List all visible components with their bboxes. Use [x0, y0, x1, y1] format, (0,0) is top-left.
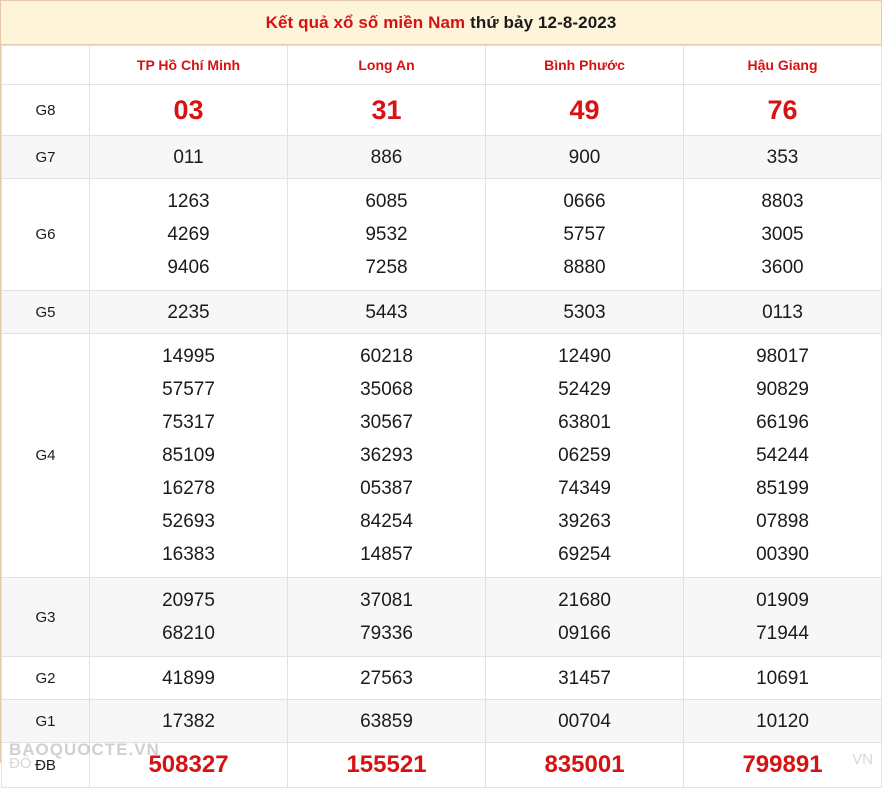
- result-cell: [288, 291, 486, 334]
- table-row: [2, 85, 882, 136]
- result-number: 52429: [558, 379, 611, 400]
- table-row: [2, 657, 882, 700]
- result-cell: [684, 657, 882, 700]
- result-number: 10691: [756, 667, 809, 689]
- table-header: [2, 46, 882, 85]
- result-number: 8880: [563, 257, 606, 278]
- result-number: 14857: [360, 544, 413, 565]
- result-number: 6085: [365, 191, 408, 212]
- result-number: 353: [766, 146, 799, 168]
- result-number: 31457: [558, 667, 611, 689]
- result-number: 90829: [756, 379, 809, 400]
- prize-label: ĐB: [2, 743, 90, 788]
- result-cell: [684, 578, 882, 657]
- result-number: 9406: [167, 257, 210, 278]
- result-number: 12490: [558, 346, 611, 367]
- result-cell: [90, 578, 288, 657]
- result-cell: [288, 179, 486, 291]
- result-number: 21680: [558, 590, 611, 611]
- result-cell: [486, 179, 684, 291]
- result-number: 07898: [756, 511, 809, 532]
- result-number: 5757: [563, 224, 606, 245]
- prize-label: G5: [2, 291, 90, 334]
- result-cell: [90, 291, 288, 334]
- result-number: 900: [568, 146, 601, 168]
- result-number: 3005: [761, 224, 804, 245]
- result-number: 54244: [756, 445, 809, 466]
- result-number: 68210: [162, 623, 215, 644]
- result-number: 75317: [162, 412, 215, 433]
- prize-label: G7: [2, 136, 90, 179]
- result-number: 98017: [756, 346, 809, 367]
- table-row: [2, 291, 882, 334]
- result-cell: [486, 657, 684, 700]
- table-row: [2, 700, 882, 743]
- page-title-bar: [1, 1, 881, 45]
- result-cell: [288, 578, 486, 657]
- watermark-tertiary: VN: [852, 751, 873, 768]
- result-number: 5443: [365, 301, 408, 323]
- result-number: 39263: [558, 511, 611, 532]
- result-cell: [90, 136, 288, 179]
- result-number: 57577: [162, 379, 215, 400]
- result-cell: [486, 743, 684, 788]
- result-cell: [684, 179, 882, 291]
- result-number: 16278: [162, 478, 215, 499]
- result-number: 41899: [162, 667, 215, 689]
- result-number: 69254: [558, 544, 611, 565]
- result-number: 011: [173, 146, 204, 168]
- result-cell: [288, 743, 486, 788]
- result-cell: [90, 743, 288, 788]
- result-number: 835001: [544, 751, 625, 778]
- result-cell: [90, 85, 288, 136]
- result-number: 31: [371, 94, 402, 125]
- table-corner-cell: [2, 46, 90, 85]
- result-cell: [288, 334, 486, 578]
- result-number: 4269: [167, 224, 210, 245]
- result-number: 35068: [360, 379, 413, 400]
- result-number: 9532: [365, 224, 408, 245]
- result-number: 10120: [756, 710, 809, 732]
- result-number: 886: [370, 146, 403, 168]
- prize-label: G1: [2, 700, 90, 743]
- result-number: 2235: [167, 301, 210, 323]
- result-cell: [90, 179, 288, 291]
- result-number: 79336: [360, 623, 413, 644]
- result-number: 74349: [558, 478, 611, 499]
- result-number: 03: [173, 94, 204, 125]
- result-cell: [684, 136, 882, 179]
- result-number: 09166: [558, 623, 611, 644]
- result-number: 155521: [346, 751, 427, 778]
- page-title: [266, 13, 617, 33]
- result-cell: [684, 334, 882, 578]
- province-header-2: Long An: [288, 46, 486, 85]
- result-cell: [486, 85, 684, 136]
- result-cell: [288, 85, 486, 136]
- result-cell: [684, 291, 882, 334]
- result-number: 63859: [360, 710, 413, 732]
- prize-label: G3: [2, 578, 90, 657]
- result-cell: [486, 578, 684, 657]
- result-cell: [90, 334, 288, 578]
- watermark-secondary: ĐÔ: [9, 755, 32, 772]
- result-number: 17382: [162, 710, 215, 732]
- result-number: 05387: [360, 478, 413, 499]
- result-cell: [288, 700, 486, 743]
- table-row: [2, 334, 882, 578]
- result-number: 1263: [167, 191, 210, 212]
- result-cell: [486, 291, 684, 334]
- result-number: 85109: [162, 445, 215, 466]
- result-number: 14995: [162, 346, 215, 367]
- table-row: [2, 136, 882, 179]
- results-table: [1, 45, 882, 788]
- result-number: 37081: [360, 590, 413, 611]
- prize-label: G6: [2, 179, 90, 291]
- result-number: 16383: [162, 544, 215, 565]
- prize-label: G2: [2, 657, 90, 700]
- result-number: 52693: [162, 511, 215, 532]
- result-number: 20975: [162, 590, 215, 611]
- result-number: 06259: [558, 445, 611, 466]
- result-cell: [90, 657, 288, 700]
- result-number: 30567: [360, 412, 413, 433]
- result-number: 00704: [558, 710, 611, 732]
- result-number: 0113: [762, 301, 803, 323]
- table-header-row: [2, 46, 882, 85]
- result-number: 01909: [756, 590, 809, 611]
- result-cell: [684, 743, 882, 788]
- result-number: 5303: [563, 301, 606, 323]
- result-number: 85199: [756, 478, 809, 499]
- province-header-1: TP Hồ Chí Minh: [90, 46, 288, 85]
- result-number: 0666: [563, 191, 606, 212]
- result-number: 71944: [756, 623, 809, 644]
- page-title-main: Kết quả xổ số miền Nam: [265, 12, 466, 32]
- result-number: 3600: [761, 257, 804, 278]
- result-cell: [90, 700, 288, 743]
- table-row: [2, 179, 882, 291]
- result-cell: [486, 136, 684, 179]
- result-number: 36293: [360, 445, 413, 466]
- prize-label: G8: [2, 85, 90, 136]
- result-cell: [486, 700, 684, 743]
- prize-label: G4: [2, 334, 90, 578]
- result-cell: [288, 136, 486, 179]
- result-number: 84254: [360, 511, 413, 532]
- result-number: 8803: [761, 191, 804, 212]
- result-number: 66196: [756, 412, 809, 433]
- province-header-4: Hậu Giang: [684, 46, 882, 85]
- result-number: 799891: [742, 751, 823, 778]
- result-number: 60218: [360, 346, 413, 367]
- table-body: [2, 85, 882, 788]
- result-number: 76: [767, 94, 798, 125]
- result-number: 49: [569, 94, 600, 125]
- result-number: 7258: [365, 257, 408, 278]
- result-number: 00390: [756, 544, 809, 565]
- page-title-date: thứ bảy 12-8-2023: [470, 12, 617, 32]
- result-cell: [684, 700, 882, 743]
- table-row: [2, 743, 882, 788]
- result-cell: [288, 657, 486, 700]
- province-header-3: Bình Phước: [486, 46, 684, 85]
- result-number: 508327: [148, 751, 229, 778]
- watermark-primary: BAOQUOCTE.VN: [9, 740, 160, 759]
- result-number: 63801: [558, 412, 611, 433]
- result-number: 27563: [360, 667, 413, 689]
- result-cell: [684, 85, 882, 136]
- table-row: [2, 578, 882, 657]
- result-cell: [486, 334, 684, 578]
